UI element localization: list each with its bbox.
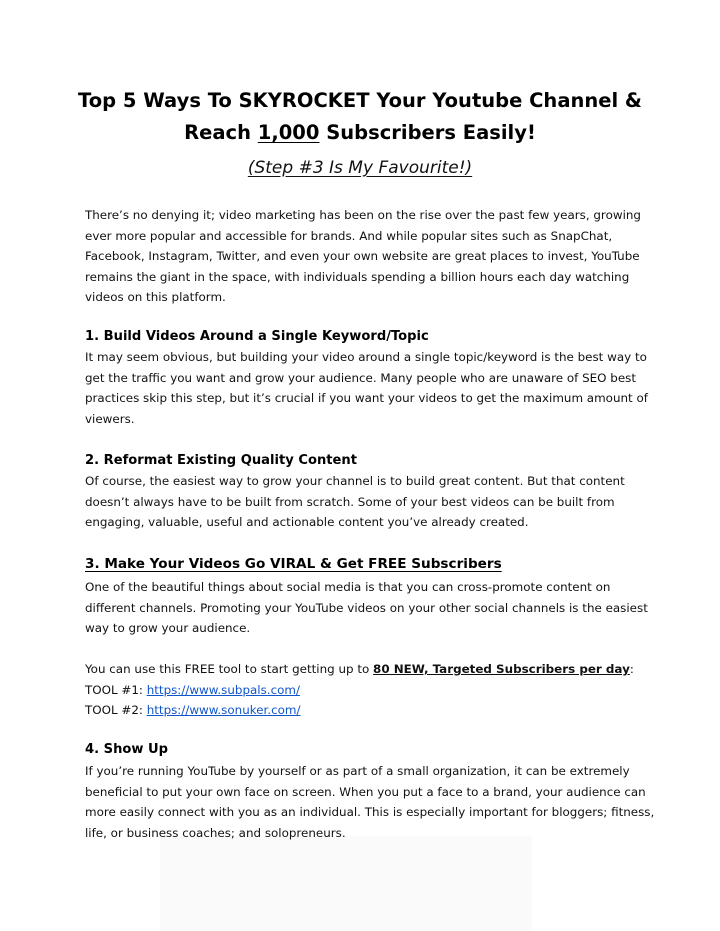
paragraph-line: There’s no denying it; video marketing has been on the rise over the past few years, growing [85,208,641,222]
subscribers-per-day-highlight: 80 NEW, Targeted Subscribers per day [373,662,630,676]
tool-2-label: TOOL #2: [85,703,147,718]
tool-1-line [85,680,645,701]
tool-intro-text: You can use this FREE tool to start getting up to [85,662,374,676]
title-line-2-post: Subscribers Easily! [319,121,536,144]
section-4-paragraph [85,761,655,843]
section-3-heading: 3. Make Your Videos Go VIRAL & Get FREE Subscribers [85,556,502,572]
section-2-paragraph [85,471,645,533]
paragraph-line: engaging, valuable, useful and actionable content you’ve already created. [85,515,529,530]
paragraph-line: life, or business coaches; and solopreneurs. [85,825,346,840]
paragraph-line: more easily connect with you as an individual. This is especially important for bloggers; fitness, [85,805,655,820]
paragraph-line: get the traffic you want and grow your audience. Many people who are unaware of SEO best [85,370,636,385]
title-line-2-pre: Reach [184,121,258,144]
intro-paragraph [85,205,645,308]
title-line-2 [40,121,680,144]
faint-background-block [160,836,532,931]
paragraph-line: One of the beautiful things about social media is that you can cross-promote content on [85,580,611,594]
subtitle: (Step #3 Is My Favourite!) [247,158,473,178]
section-2-heading: 2. Reformat Existing Quality Content [85,453,357,468]
paragraph-line: doesn’t always have to be built from scratch. Some of your best videos can be built from [85,494,615,509]
tool-2-line [85,700,645,721]
tool-intro-colon: : [629,662,634,676]
section-3-paragraph [85,577,648,639]
tool-1-label: TOOL #1: [85,682,147,697]
sonuker-link[interactable]: https://www.sonuker.com/ [146,703,301,718]
paragraph-line: Facebook, Instagram, Twitter, and even your own website are great places to invest, YouTube [85,249,640,264]
paragraph-line: ever more popular and accessible for brands. And while popular sites such as SnapChat, [85,228,613,243]
tools-block [85,659,645,721]
paragraph-line: practices skip this step, but it’s crucial if you want your videos to get the maximum amount of [85,391,648,406]
section-4-heading: 4. Show Up [85,742,169,757]
paragraph-line: videos on this platform. [85,290,226,305]
tool-intro-line [85,659,645,680]
paragraph-line: remains the giant in the space, with individuals spending a billion hours each day watching [85,269,630,284]
paragraph-line: viewers. [85,411,135,426]
paragraph-line: beneficial to put your own face on screen. When you put a face to a brand, your audience can [85,784,646,799]
section-1-heading: 1. Build Videos Around a Single Keyword/Topic [85,329,429,344]
title-subscriber-count: 1,000 [257,121,320,144]
paragraph-line: It may seem obvious, but building your video around a single topic/keyword is the best way to [85,350,647,364]
paragraph-line: If you’re running YouTube by yourself or as part of a small organization, it can be extremely [85,764,630,778]
subpals-link[interactable]: https://www.subpals.com/ [146,682,300,697]
section-1-paragraph [85,347,648,429]
paragraph-line: different channels. Promoting your YouTube videos on your other social channels is the easiest [85,600,648,615]
title-line-1: Top 5 Ways To SKYROCKET Your Youtube Channel & [78,89,642,112]
paragraph-line: way to grow your audience. [85,621,251,636]
paragraph-line: Of course, the easiest way to grow your channel is to build great content. But that content [85,474,625,488]
